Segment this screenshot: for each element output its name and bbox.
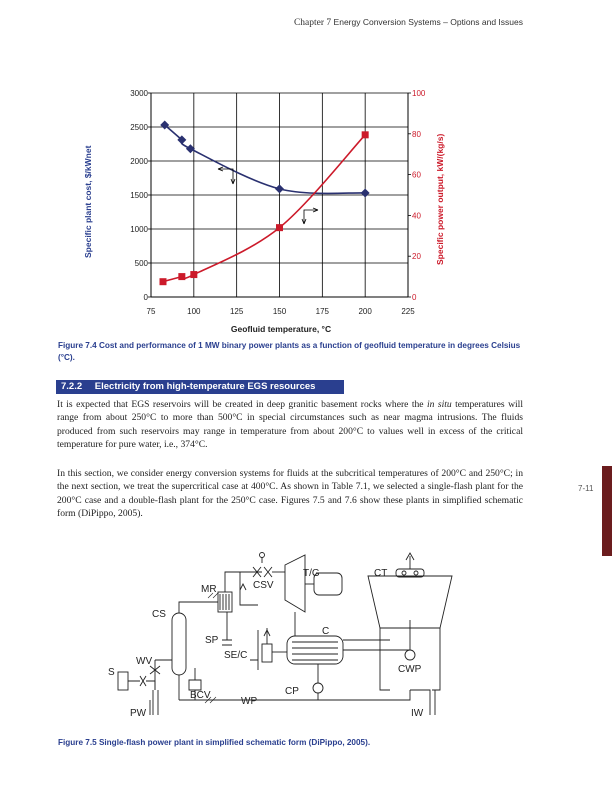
label-sp: SP — [205, 635, 219, 646]
separator-s — [118, 672, 128, 690]
label-ct: CT — [374, 568, 388, 579]
paragraph-2: In this section, we consider energy conversion systems for fluids at the subcritical temperatures of 200°C and 250°C; in the next section, we treat the supercritical case at 400°C. As shown in Table 7.1, we selected a single-flash plant for the 200°C case and a double-flash plant for the 250°C case. Figures 7.5 and 7.6 show these plants in simplified schematic form (DiPippo, 2005). — [57, 468, 523, 520]
label-pw: PW — [130, 708, 147, 719]
cyclone-separator — [172, 613, 186, 675]
chapter-label: Chapter 7 — [293, 18, 332, 28]
x-axis-title: Geofluid temperature, °C — [230, 324, 332, 334]
figure-7-4-chart — [0, 0, 612, 340]
figure-7-5-schematic — [0, 540, 612, 730]
series-1-line — [163, 135, 365, 282]
sp-vent — [222, 612, 232, 645]
csv-valve — [253, 557, 272, 577]
bcv-valve — [189, 668, 201, 690]
x-tick-label: 175 — [315, 307, 330, 316]
chapter-title: Energy Conversion Systems – Options and Issues — [333, 17, 523, 27]
y-axis-title-right: Specific power output, kW/(kg/s) — [435, 133, 445, 265]
section-title: Electricity from high-temperature EGS resources — [94, 381, 316, 392]
label-cwp: CWP — [398, 664, 422, 675]
x-tick-label: 200 — [358, 307, 372, 316]
y2-tick-label: 0 — [412, 293, 417, 302]
series-1-point — [362, 131, 369, 138]
label-sec: SE/C — [224, 650, 248, 661]
condensate-pump — [313, 683, 323, 693]
label-cs: CS — [152, 609, 166, 620]
label-mr: MR — [201, 584, 217, 595]
y-tick-label: 2500 — [130, 123, 148, 132]
turbine — [285, 555, 305, 612]
x-tick-label: 100 — [187, 307, 201, 316]
label-s: S — [108, 667, 115, 678]
x-tick-label: 125 — [229, 307, 244, 316]
label-wp: WP — [241, 696, 258, 707]
y2-tick-label: 40 — [412, 211, 421, 221]
paragraph-1-text: in situ — [426, 399, 452, 410]
label-bcv: BCV — [190, 690, 211, 701]
y2-tick-label: 60 — [412, 170, 421, 180]
x-tick-label: 75 — [146, 307, 156, 316]
series-1-point — [159, 278, 166, 285]
figure-7-4-caption: Figure 7.4 Cost and performance of 1 MW binary power plants as a function of geofluid temperature in degrees Celsius (°C). — [58, 341, 521, 362]
series-0-line — [165, 125, 365, 193]
label-csv: CSV — [253, 580, 274, 591]
label-tg: T/G — [303, 568, 320, 579]
annotation-arrows — [218, 167, 318, 224]
x-tick-label: 150 — [272, 307, 287, 316]
paragraph-1 — [57, 398, 523, 452]
y-tick-label: 2000 — [130, 157, 148, 166]
series-1-point — [276, 224, 283, 231]
page-number: 7-11 — [578, 484, 594, 493]
production-well — [153, 690, 158, 715]
y-axis-title-left: Specific plant cost, $/kWnet — [83, 145, 93, 258]
y-tick-label: 1000 — [130, 225, 148, 234]
label-cp: CP — [285, 686, 299, 697]
cooling-water-pump — [405, 650, 415, 660]
label-c: C — [322, 626, 330, 637]
y-tick-label: 500 — [134, 259, 148, 268]
figure-7-5-caption: Figure 7.5 Single-flash power plant in simplified schematic form (DiPippo, 2005). — [58, 738, 371, 747]
series-1-point — [190, 271, 197, 278]
series-1-point — [178, 273, 185, 280]
y-tick-label: 0 — [143, 293, 148, 302]
y-tick-label: 3000 — [130, 89, 148, 98]
steam-ejector — [262, 644, 272, 662]
y2-tick-label: 100 — [412, 89, 426, 98]
x-tick-label: 225 — [401, 307, 415, 316]
section-number: 7.2.2 — [61, 381, 83, 392]
y-tick-label: 1500 — [130, 191, 148, 200]
y2-tick-label: 80 — [412, 129, 421, 139]
label-iw: IW — [411, 708, 424, 719]
paragraph-1-text: It is expected that EGS reservoirs will be created in deep granitic basement rocks where the — [57, 399, 427, 410]
series-0-point — [275, 184, 284, 193]
series-0-point — [361, 188, 370, 197]
label-wv: WV — [136, 656, 153, 667]
paragraph-1-text: temperatures will range from about 250°C to more than 500°C in special circumstances such as near magma intrusions. The fluids produced from such reservoirs may range in temperature from about 200°C to values well in excess of the critical temperature for pure water, i.e., 374°C. — [57, 399, 523, 451]
section-heading — [56, 380, 344, 394]
y2-tick-label: 20 — [412, 252, 421, 262]
